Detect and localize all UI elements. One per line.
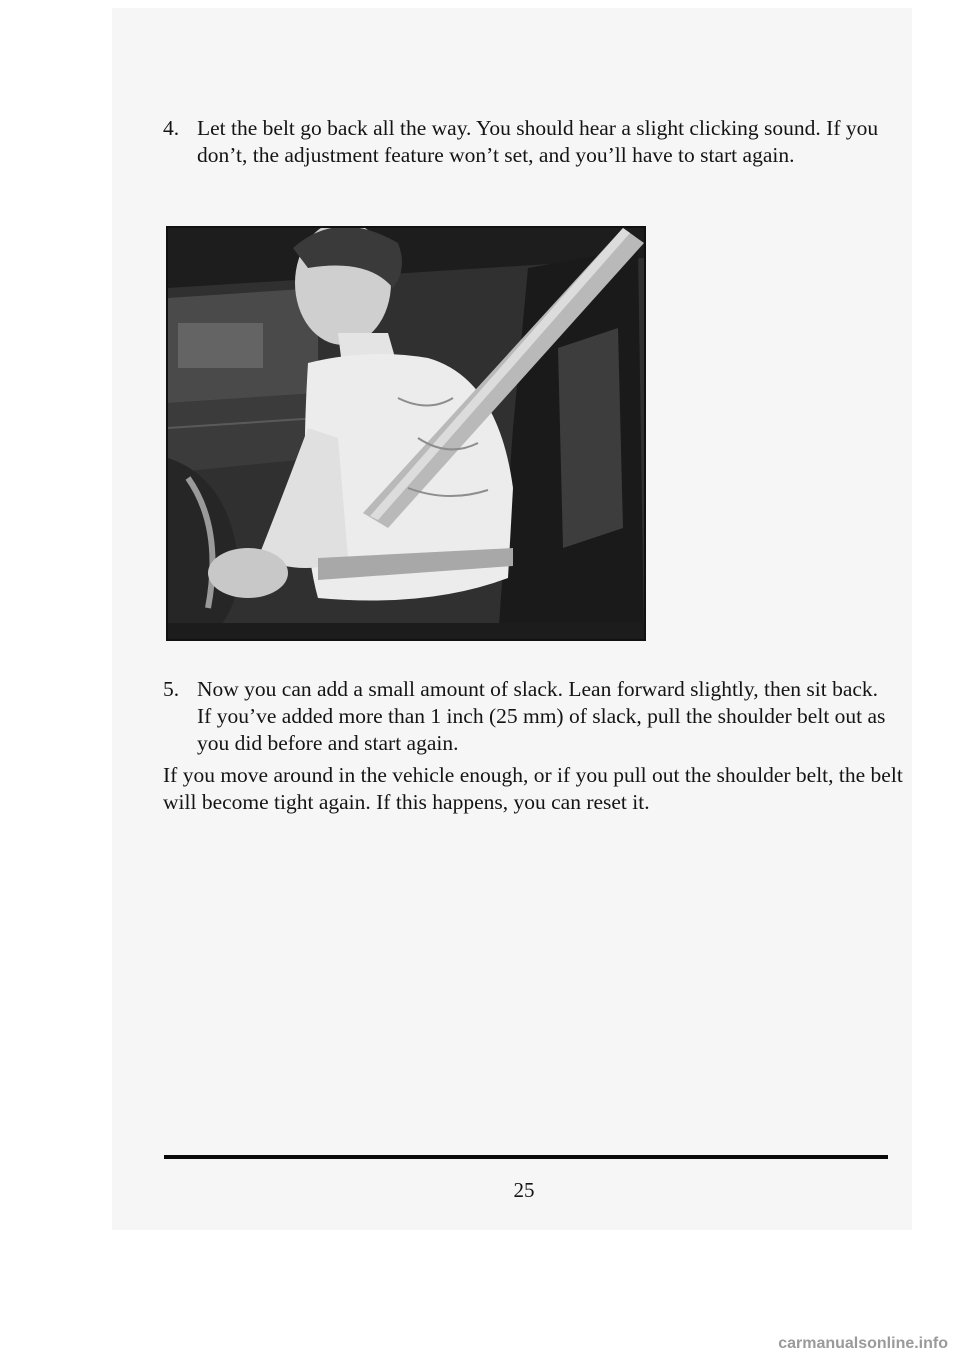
step-text: Let the belt go back all the way. You should hear a slight clicking sound. If you don’t, the adjustment feature won’t set, and you’ll have to start again. [197, 116, 879, 167]
step-text: Now you can add a small amount of slack. Lean forward slightly, then sit back. If you’ve added more than 1 inch (25 mm) of slack, pull the shoulder belt out as you did before and start again. [197, 677, 886, 755]
body-paragraph: If you move around in the vehicle enough, or if you pull out the shoulder belt, the belt will become tight again. If this happens, you can reset it. [163, 763, 903, 814]
step-number: 5. [163, 677, 180, 701]
step-5 [163, 676, 893, 757]
step-4 [163, 115, 893, 169]
seatbelt-illustration [166, 226, 646, 641]
page-number: 25 [513, 1178, 535, 1202]
step-number: 4. [163, 116, 180, 140]
footer-rule [164, 1155, 888, 1159]
watermark-text: carmanualsonline.info [778, 1335, 948, 1352]
